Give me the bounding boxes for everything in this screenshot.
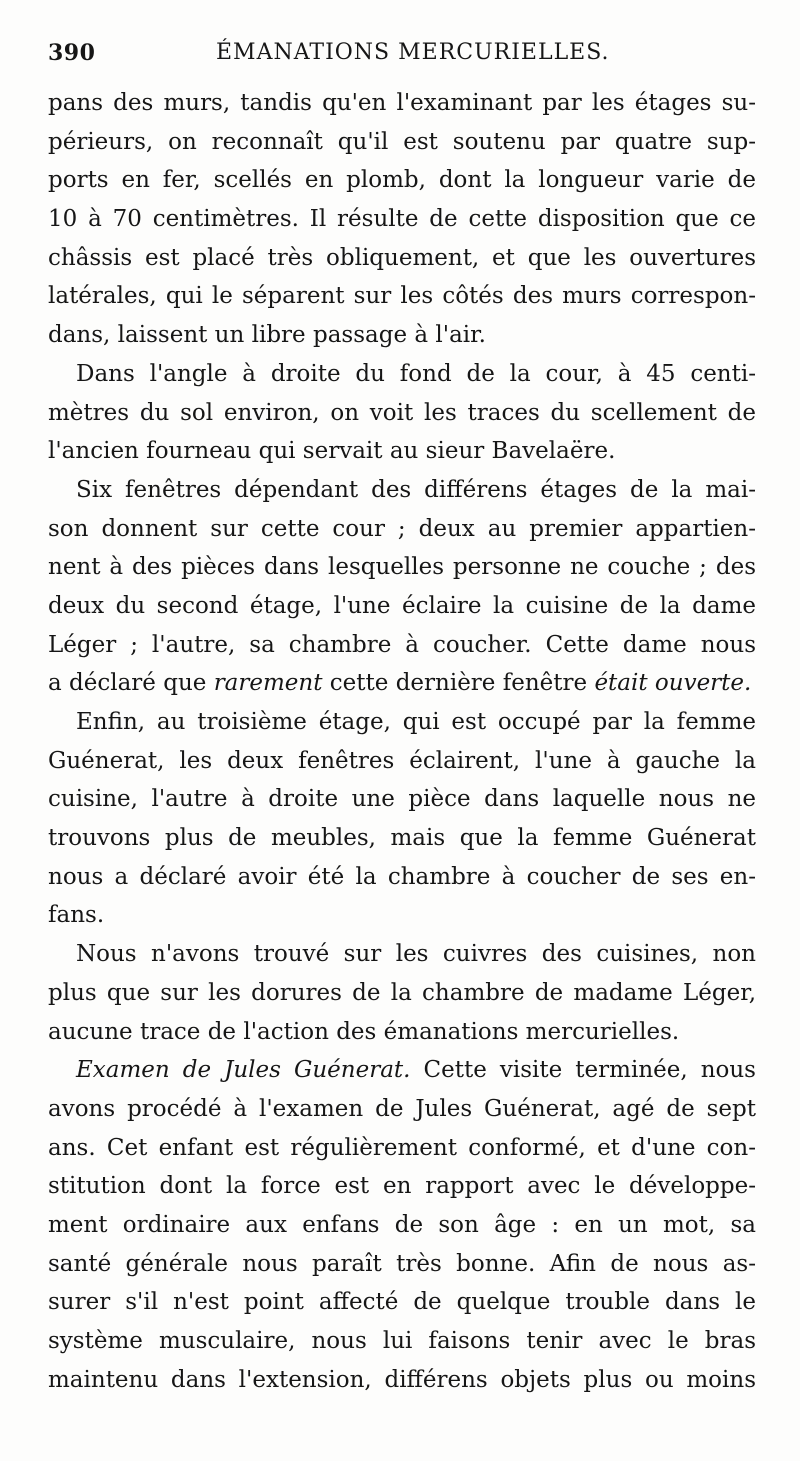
text-line: ports en fer, scellés en plomb, dont la longueur varie de bbox=[48, 167, 756, 194]
text-line: châssis est placé très obliquement, et que les ouvertures bbox=[48, 244, 756, 271]
text-line: cuisine, l'autre à droite une pièce dans laquelle nous ne bbox=[48, 786, 756, 813]
text-line: 10 à 70 centimètres. Il résulte de cette disposition que ce bbox=[48, 206, 756, 233]
text-line: Enfin, au troisième étage, qui est occupé par la femme bbox=[76, 709, 756, 735]
italic-text: rarement bbox=[213, 670, 323, 697]
text-line: plus que sur les dorures de la chambre de madame Léger, bbox=[48, 979, 756, 1006]
text-line: pans des murs, tandis qu'en l'examinant par les étages su- bbox=[48, 90, 756, 116]
text-line: Guénerat, les deux fenêtres éclairent, l'une à gauche la bbox=[48, 747, 756, 774]
page-number: 390 bbox=[48, 40, 96, 66]
text-line: ans. Cet enfant est régulièrement conformé, et d'une con- bbox=[48, 1134, 756, 1161]
text-line bbox=[48, 1051, 756, 1090]
text-line: stitution dont la force est en rapport avec le développe- bbox=[48, 1173, 756, 1200]
text-line: surer s'il n'est point affecté de quelque trouble dans le bbox=[48, 1289, 756, 1316]
text-line: deux du second étage, l'une éclaire la cuisine de la dame bbox=[48, 592, 756, 619]
text-line: nous a déclaré avoir été la chambre à coucher de ses en- bbox=[48, 863, 756, 890]
text-line: Léger ; l'autre, sa chambre à coucher. Cette dame nous bbox=[48, 631, 756, 658]
text-line: périeurs, on reconnaît qu'il est soutenu par quatre sup- bbox=[48, 128, 756, 155]
italic-text: Examen de Jules Guénerat. bbox=[76, 1057, 411, 1084]
text-line: l'ancien fourneau qui servait au sieur Bavelaëre. bbox=[48, 438, 616, 465]
text-segment: a déclaré que bbox=[48, 670, 214, 697]
text-segment: cette dernière fenêtre bbox=[322, 670, 595, 697]
text-line: système musculaire, nous lui faisons tenir avec le bras bbox=[48, 1328, 756, 1354]
text-line: Six fenêtres dépendant des différens étages de la mai- bbox=[76, 476, 756, 503]
text-line: son donnent sur cette cour ; deux au premier appartien- bbox=[48, 515, 756, 542]
body-text bbox=[48, 84, 756, 1399]
text-line: dans, laissent un libre passage à l'air. bbox=[48, 322, 486, 349]
text-line: latérales, qui le séparent sur les côtés des murs correspon- bbox=[48, 283, 756, 310]
running-title: ÉMANATIONS MERCURIELLES. bbox=[216, 40, 610, 65]
text-line: Dans l'angle à droite du fond de la cour, à 45 centi- bbox=[76, 360, 756, 387]
text-segment: Cette visite terminée, nous bbox=[410, 1057, 756, 1084]
text-line bbox=[48, 664, 756, 703]
text-line: trouvons plus de meubles, mais que la femme Guénerat bbox=[48, 825, 756, 852]
page-header bbox=[48, 34, 758, 74]
text-line: ment ordinaire aux enfans de son âge : en un mot, sa bbox=[48, 1211, 756, 1238]
text-line: fans. bbox=[48, 902, 105, 929]
text-line: mètres du sol environ, on voit les traces du scellement de bbox=[48, 399, 756, 426]
italic-text: était ouverte. bbox=[594, 670, 752, 697]
text-line: nent à des pièces dans lesquelles personne ne couche ; des bbox=[48, 554, 756, 581]
text-line: maintenu dans l'extension, différens objets plus ou moins bbox=[48, 1366, 756, 1393]
text-line: Nous n'avons trouvé sur les cuivres des cuisines, non bbox=[76, 941, 756, 968]
text-line: avons procédé à l'examen de Jules Guénerat, agé de sept bbox=[48, 1095, 756, 1122]
text-line: santé générale nous paraît très bonne. Afin de nous as- bbox=[48, 1250, 756, 1277]
text-line: aucune trace de l'action des émanations mercurielles. bbox=[48, 1018, 680, 1045]
